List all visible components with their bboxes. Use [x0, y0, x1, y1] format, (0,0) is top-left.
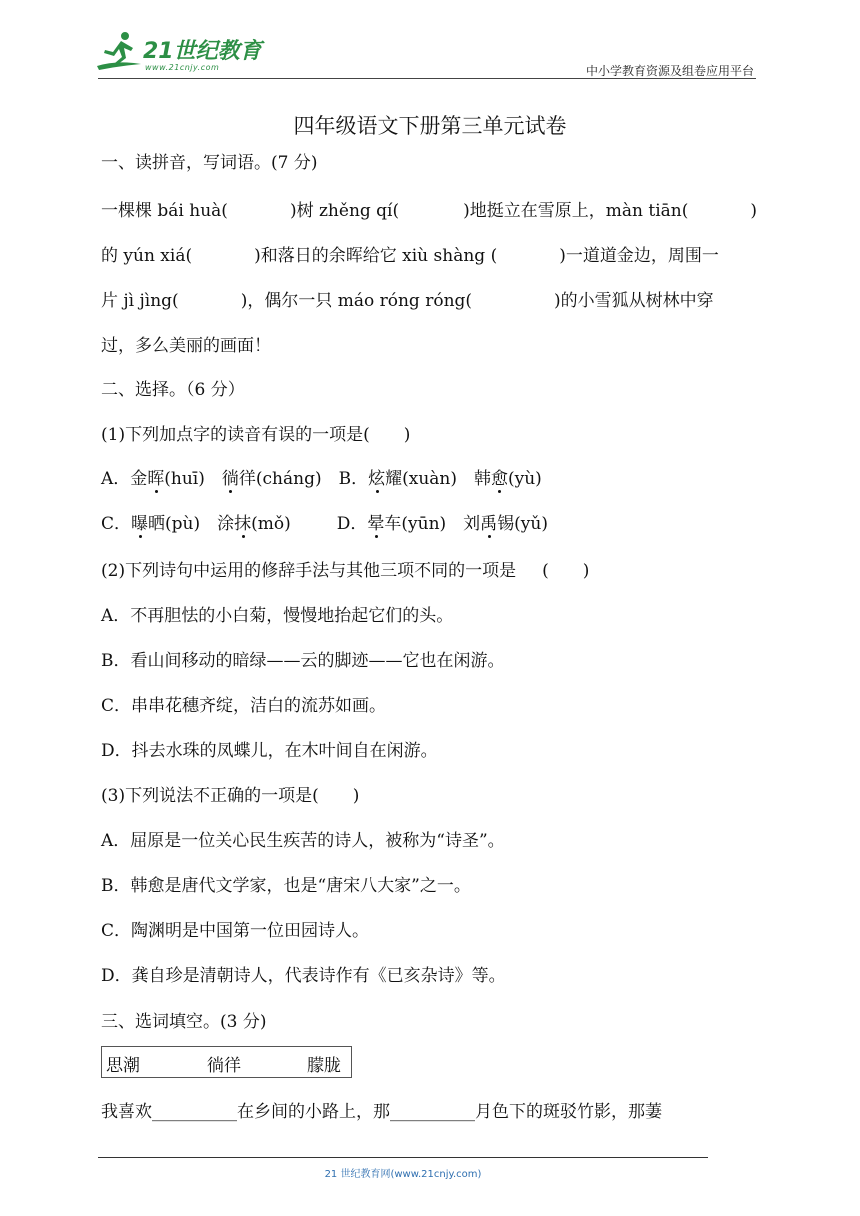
- text: )地挺立在雪原上，màn tiān(: [463, 201, 689, 221]
- q3-option-b[interactable]: B．韩愈是唐代文学家，也是“唐宋八大家”之一。: [101, 876, 471, 896]
- answer-paren[interactable]: ( ): [542, 561, 590, 581]
- text: (huī): [164, 469, 222, 489]
- q1-stem: (1)下列加点字的读音有误的一项是( ): [101, 425, 411, 445]
- text: 耀(xuàn) 韩: [385, 469, 491, 489]
- dotted-char: 愈: [490, 469, 508, 489]
- word-bank-item: 朦胧: [307, 1056, 341, 1076]
- text: 在乡间的小路上，那: [237, 1102, 390, 1122]
- text: ): [750, 201, 758, 221]
- text: )，偶尔一只 máo róng róng(: [240, 291, 473, 311]
- q2-option-d[interactable]: D．抖去水珠的凤蝶儿，在木叶间自在闲游。: [101, 741, 438, 761]
- q2-option-a[interactable]: A．不再胆怯的小白菊，慢慢地抬起它们的头。: [101, 606, 454, 626]
- footer-link[interactable]: 21 世纪教育网(www.21cnjy.com): [324, 1169, 482, 1180]
- q1-options-row2[interactable]: [101, 509, 548, 534]
- section1-line2: [101, 241, 719, 266]
- q2-stem: [101, 556, 589, 581]
- page-header: [0, 0, 860, 80]
- text: 锡(yǔ): [497, 514, 548, 534]
- word-bank: [101, 1046, 352, 1078]
- dotted-char: 晖: [147, 469, 165, 489]
- text: 的 yún xiá(: [101, 246, 193, 266]
- section3-line1: [101, 1097, 662, 1122]
- text: )的小雪狐从树林中穿: [554, 291, 714, 311]
- text: (yù): [507, 469, 542, 489]
- text: 片 jì jìng(: [101, 291, 179, 311]
- text: 我喜欢: [101, 1102, 152, 1122]
- section1-line3: [101, 286, 714, 311]
- q3-option-d[interactable]: D．龚自珍是清朝诗人，代表诗作有《已亥杂诗》等。: [101, 966, 506, 986]
- logo-text: 21世纪教育: [143, 39, 262, 64]
- answer-blank[interactable]: __________: [152, 1102, 237, 1122]
- text: A．金: [101, 469, 148, 489]
- section2-heading: 二、选择。（6 分）: [101, 380, 245, 400]
- text: (mǒ): [251, 514, 291, 534]
- runner-logo-icon: [95, 30, 145, 76]
- text: 徉(cháng) B．: [238, 469, 369, 489]
- text: D．: [336, 514, 368, 534]
- text: )一道道金边，周围一: [559, 246, 719, 266]
- q2-option-b[interactable]: B．看山间移动的暗绿——云的脚迹——它也在闲游。: [101, 651, 505, 671]
- section1-line1: [101, 196, 761, 221]
- dotted-char: 徜: [221, 469, 239, 489]
- answer-blank[interactable]: __________: [390, 1102, 475, 1122]
- text: 月色下的斑驳竹影，那萋: [475, 1102, 662, 1122]
- header-divider: [98, 78, 756, 79]
- text: 晒(pù) 涂: [148, 514, 235, 534]
- text: 一棵棵 bái huà(: [101, 201, 228, 221]
- text: C．: [101, 514, 132, 534]
- text: 车(yūn) 刘: [384, 514, 481, 534]
- section1-line4: 过，多么美丽的画面！: [101, 336, 271, 356]
- dotted-char: 晕: [367, 514, 385, 534]
- word-bank-item: 徜徉: [207, 1056, 241, 1076]
- header-tagline: 中小学教育资源及组卷应用平台: [585, 64, 754, 78]
- site-logo[interactable]: [95, 30, 275, 78]
- dotted-char: 禹: [480, 514, 498, 534]
- footer-divider: [98, 1157, 708, 1158]
- q3-option-a[interactable]: A．屈原是一位关心民生疾苦的诗人，被称为“诗圣”。: [101, 831, 505, 851]
- text: )和落日的余晖给它 xiù shàng (: [254, 246, 498, 266]
- q1-options-row1[interactable]: [101, 464, 542, 489]
- q3-option-c[interactable]: C．陶渊明是中国第一位田园诗人。: [101, 921, 370, 941]
- dotted-char: 抹: [234, 514, 252, 534]
- text: )树 zhěng qí(: [289, 201, 400, 221]
- page-title: 四年级语文下册第三单元试卷: [293, 114, 567, 138]
- section1-heading: 一、读拼音，写词语。(7 分): [101, 153, 318, 173]
- word-bank-item: 思潮: [106, 1056, 140, 1076]
- section3-heading: 三、选词填空。(3 分): [101, 1012, 267, 1032]
- logo-url: www.21cnjy.com: [145, 63, 220, 72]
- dotted-char: 炫: [368, 469, 386, 489]
- dotted-char: 曝: [131, 514, 149, 534]
- text: (2)下列诗句中运用的修辞手法与其他三项不同的一项是: [101, 561, 517, 581]
- q3-stem: (3)下列说法不正确的一项是( ): [101, 786, 360, 806]
- q2-option-c[interactable]: C．串串花穗齐绽，洁白的流苏如画。: [101, 696, 387, 716]
